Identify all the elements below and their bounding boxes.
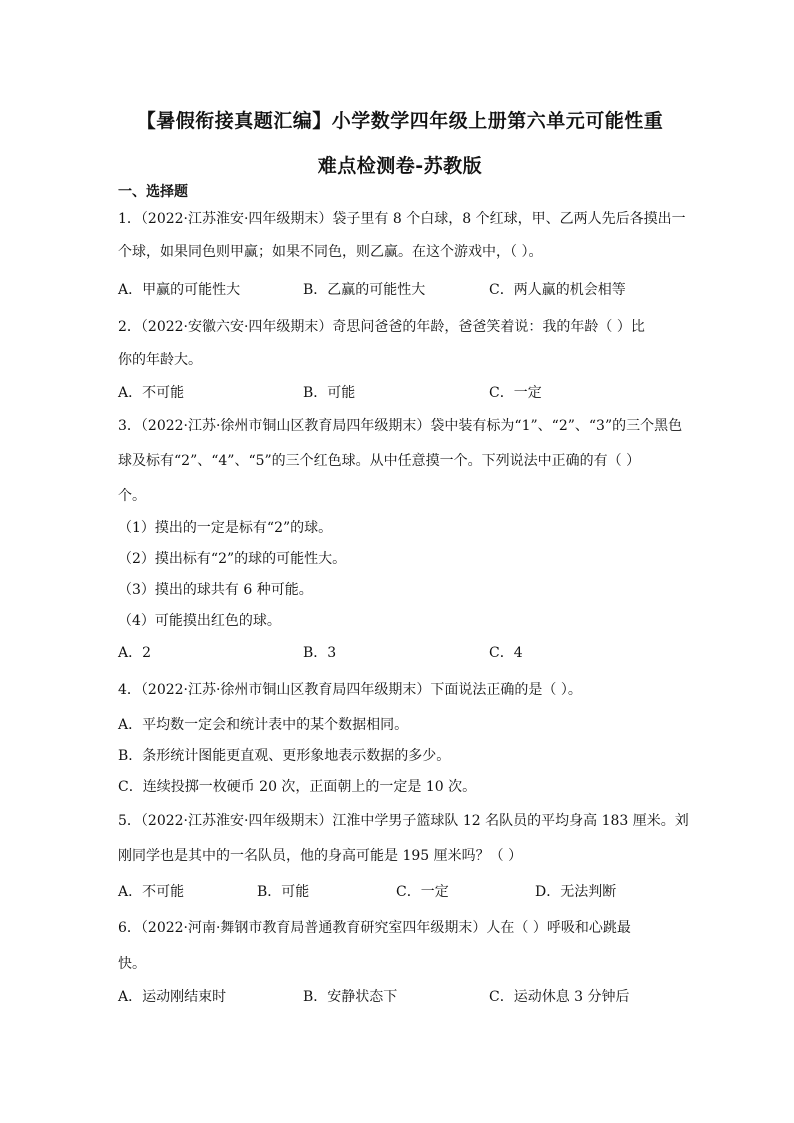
- question-4-option-a: A．平均数一定会和统计表中的某个数据相同。: [118, 717, 409, 733]
- document-title-line-1: 【暑假衔接真题汇编】小学数学四年级上册第六单元可能性重: [136, 110, 664, 132]
- question-1-option-c: C．两人赢的机会相等: [489, 282, 626, 298]
- question-6-option-c: C．运动休息 3 分钟后: [489, 989, 630, 1005]
- question-1-text: 1．（2022·江苏淮安·四年级期末）袋子里有 8 个白球，8 个红球，甲、乙两人先后各摸出一: [118, 211, 686, 227]
- question-6-option-a: A．运动刚结束时: [118, 989, 227, 1005]
- section-heading-choice: 一、选择题: [118, 184, 188, 200]
- question-6-text: 6．（2022·河南·舞钢市教育局普通教育研究室四年级期末）人在（ ）呼吸和心跳最: [118, 920, 631, 936]
- question-6-option-b: B．安静状态下: [303, 989, 398, 1005]
- question-2-option-c: C．一定: [489, 385, 542, 401]
- question-3-text-cont-2: 个。: [118, 488, 146, 504]
- question-4-text: 4．（2022·江苏·徐州市铜山区教育局四年级期末）下面说法正确的是（ ）。: [118, 682, 582, 698]
- question-4-option-c: C．连续投掷一枚硬币 20 次，正面朝上的一定是 10 次。: [118, 779, 477, 795]
- question-3-option-b: B．3: [303, 645, 337, 661]
- document-title-line-2: 难点检测卷-苏教版: [317, 155, 483, 177]
- question-4-option-b: B．条形统计图能更直观、更形象地表示数据的多少。: [118, 748, 451, 764]
- question-2-option-b: B．可能: [303, 385, 356, 401]
- question-5-option-d: D．无法判断: [535, 884, 617, 900]
- question-6-text-cont: 快。: [118, 956, 146, 972]
- question-1-text-cont: 个球，如果同色则甲赢；如果不同色，则乙赢。在这个游戏中，（ ）。: [118, 244, 543, 260]
- question-2-text: 2．（2022·安徽六安·四年级期末）奇思问爸爸的年龄，爸爸笑着说：我的年龄（ ）比: [118, 319, 645, 335]
- question-5-text-cont: 刚同学也是其中的一名队员，他的身高可能是 195 厘米吗？（ ）: [118, 848, 523, 864]
- question-5-text: 5．（2022·江苏淮安·四年级期末）江淮中学男子篮球队 12 名队员的平均身高 183 厘米。刘: [118, 813, 689, 829]
- question-3-statement-2: （2）摸出标有“2”的球的可能性大。: [118, 551, 347, 567]
- question-2-text-cont: 你的年龄大。: [118, 352, 202, 368]
- question-3-option-a: A．2: [118, 645, 152, 661]
- question-1-option-a: A．甲赢的可能性大: [118, 282, 241, 298]
- question-3-text: 3．（2022·江苏·徐州市铜山区教育局四年级期末）袋中装有标为“1”、“2”、“3”的三个黑色: [118, 418, 683, 434]
- question-3-statement-1: （1）摸出的一定是标有“2”的球。: [118, 520, 333, 536]
- question-5-option-a: A．不可能: [118, 884, 185, 900]
- question-1-option-b: B．乙赢的可能性大: [303, 282, 426, 298]
- question-3-text-cont: 球及标有“2”、“4”、“5”的三个红色球。从中任意摸一个。下列说法中正确的有（ ）: [118, 453, 641, 469]
- question-3-statement-4: （4）可能摸出红色的球。: [118, 613, 281, 629]
- question-5-option-b: B．可能: [257, 884, 310, 900]
- question-2-option-a: A．不可能: [118, 385, 185, 401]
- question-5-option-c: C．一定: [396, 884, 449, 900]
- question-3-option-c: C．4: [489, 645, 523, 661]
- question-3-statement-3: （3）摸出的球共有 6 种可能。: [118, 582, 313, 598]
